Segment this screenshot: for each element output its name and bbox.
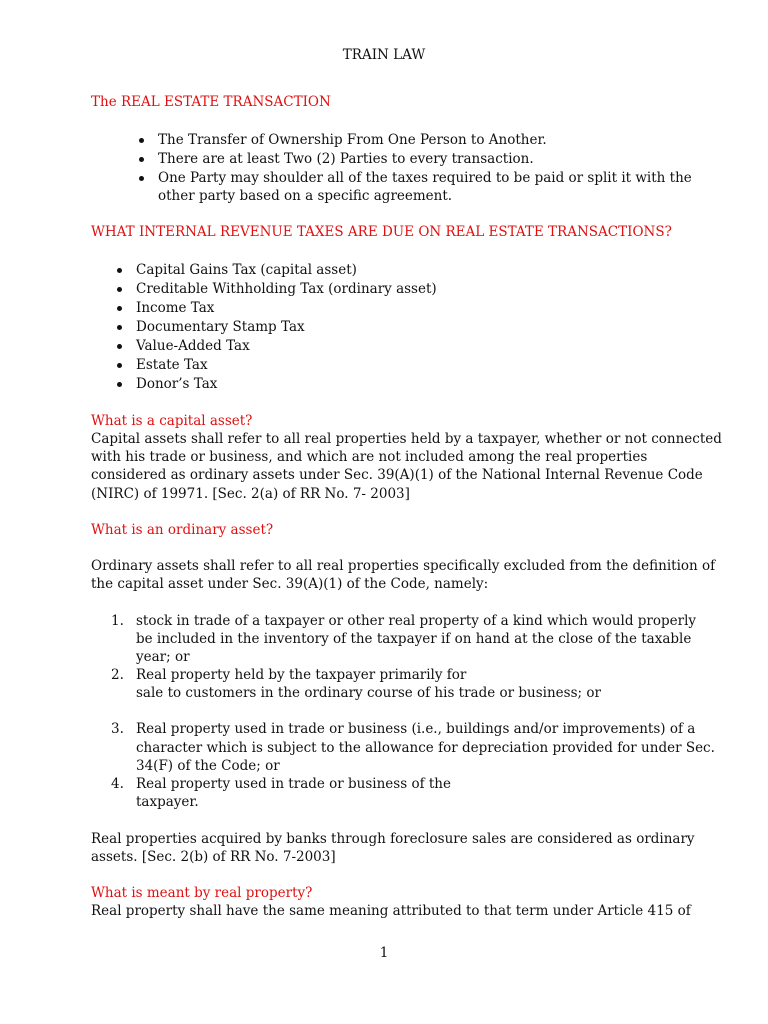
heading-ordinary-asset: What is an ordinary asset? — [91, 522, 274, 538]
list-item-continuation: taxpayer. — [136, 794, 199, 810]
paragraph-line: with his trade or business, and which are not included among the real properties — [91, 449, 648, 465]
list-number: 1. — [111, 613, 124, 629]
list-item-continuation: be included in the inventory of the taxpayer if on hand at the close of the taxable — [136, 631, 692, 647]
paragraph-line: Ordinary assets shall refer to all real properties specifically excluded from the definition of — [91, 558, 716, 574]
list-item: Donor’s Tax — [136, 376, 218, 392]
bullet-dot — [117, 268, 122, 273]
list-item-continuation: sale to customers in the ordinary course of his trade or business; or — [136, 685, 601, 701]
bullet-dot — [117, 287, 122, 292]
heading-internal-revenue-taxes: WHAT INTERNAL REVENUE TAXES ARE DUE ON REAL ESTATE TRANSACTIONS? — [91, 224, 672, 240]
list-item-continuation: other party based on a specific agreement. — [158, 188, 453, 204]
paragraph-line: Capital assets shall refer to all real properties held by a taxpayer, whether or not connected — [91, 431, 722, 447]
list-item: Value-Added Tax — [136, 338, 250, 354]
list-item-continuation: 34(F) of the Code; or — [136, 758, 280, 774]
list-item: stock in trade of a taxpayer or other real property of a kind which would properly — [136, 613, 697, 629]
list-item: Documentary Stamp Tax — [136, 319, 305, 335]
paragraph-line: considered as ordinary assets under Sec. 39(A)(1) of the National Internal Revenue Code — [91, 467, 703, 483]
paragraph-line: assets. [Sec. 2(b) of RR No. 7-2003] — [91, 849, 336, 865]
list-item: There are at least Two (2) Parties to every transaction. — [158, 151, 534, 167]
list-item: Capital Gains Tax (capital asset) — [136, 262, 357, 278]
list-item: Estate Tax — [136, 357, 208, 373]
bullet-dot — [139, 176, 144, 181]
paragraph-line: Real property shall have the same meaning attributed to that term under Article 415 of — [91, 903, 691, 919]
heading-real-estate-transaction: The REAL ESTATE TRANSACTION — [91, 94, 331, 110]
bullet-dot — [117, 344, 122, 349]
list-item: The Transfer of Ownership From One Person to Another. — [158, 132, 547, 148]
paragraph-line: (NIRC) of 19971. [Sec. 2(a) of RR No. 7- 2003] — [91, 486, 410, 502]
document-title: TRAIN LAW — [342, 47, 426, 63]
bullet-dot — [117, 306, 122, 311]
list-number: 3. — [111, 721, 124, 737]
list-item-continuation: year; or — [136, 649, 190, 665]
heading-capital-asset: What is a capital asset? — [91, 413, 253, 429]
list-item: Income Tax — [136, 300, 215, 316]
list-item: Real property held by the taxpayer primarily for — [136, 667, 467, 683]
page-number: 1 — [379, 945, 389, 961]
bullet-dot — [117, 363, 122, 368]
list-item: Real property used in trade or business of the — [136, 776, 451, 792]
list-number: 2. — [111, 667, 124, 683]
bullet-dot — [117, 382, 122, 387]
list-item-continuation: character which is subject to the allowance for depreciation provided for under Sec. — [136, 740, 715, 756]
list-item: Real property used in trade or business (i.e., buildings and/or improvements) of a — [136, 721, 696, 737]
bullet-dot — [139, 157, 144, 162]
bullet-dot — [117, 325, 122, 330]
paragraph-line: the capital asset under Sec. 39(A)(1) of the Code, namely: — [91, 576, 489, 592]
paragraph-line: Real properties acquired by banks through foreclosure sales are considered as ordinary — [91, 831, 695, 847]
list-item: One Party may shoulder all of the taxes required to be paid or split it with the — [158, 170, 692, 186]
bullet-dot — [139, 138, 144, 143]
heading-real-property: What is meant by real property? — [91, 885, 313, 901]
list-number: 4. — [111, 776, 124, 792]
list-item: Creditable Withholding Tax (ordinary asset) — [136, 281, 437, 297]
